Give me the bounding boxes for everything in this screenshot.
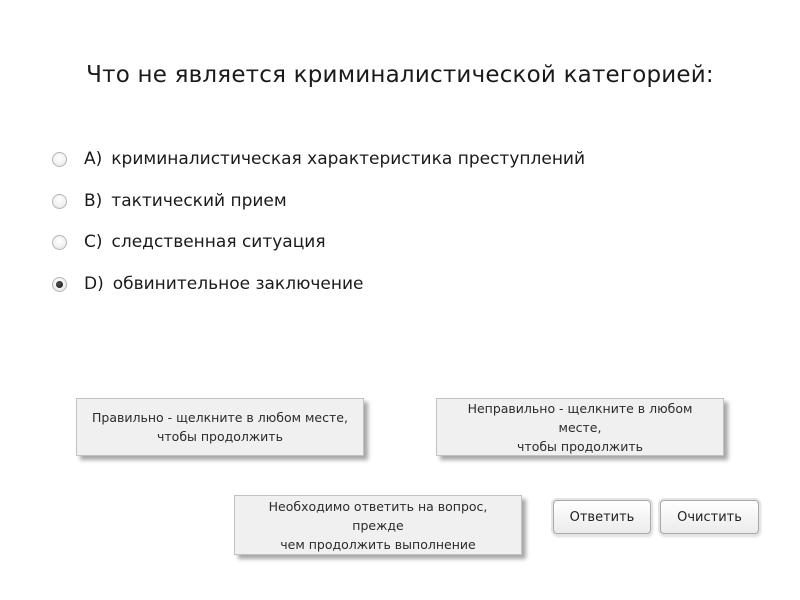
incorrect-feedback-line2: чтобы продолжить: [517, 438, 643, 454]
clear-button[interactable]: Очистить: [660, 500, 759, 534]
radio-button-d[interactable]: [52, 277, 67, 292]
option-a-label: криминалистическая характеристика преступлений: [111, 149, 586, 169]
correct-feedback-line2: чтобы продолжить: [157, 429, 283, 444]
answer-required-line2: чем продолжить выполнение: [280, 536, 476, 552]
option-c-label: следственная ситуация: [111, 232, 326, 252]
radio-button-a[interactable]: [52, 152, 67, 167]
option-d-label: обвинительное заключение: [112, 274, 364, 294]
radio-button-c[interactable]: [52, 235, 67, 250]
correct-feedback-box[interactable]: [76, 398, 364, 456]
answer-required-line1: Необходимо ответить на вопрос, прежде: [268, 498, 488, 533]
option-b-label: тактический прием: [111, 191, 287, 211]
option-a-letter: A): [84, 149, 103, 169]
incorrect-feedback-line1: Неправильно - щелкните в любом месте,: [467, 400, 693, 435]
question-title: Что не является криминалистической категорией:: [86, 62, 714, 88]
answer-required-box: [234, 495, 522, 555]
option-d-letter: D): [84, 274, 104, 294]
correct-feedback-line1: Правильно - щелкните в любом месте,: [92, 410, 348, 425]
option-c[interactable]: [52, 230, 326, 254]
option-a[interactable]: [52, 147, 585, 171]
option-c-letter: C): [84, 232, 103, 252]
incorrect-feedback-box[interactable]: [436, 398, 724, 456]
option-d[interactable]: [52, 272, 364, 296]
submit-button[interactable]: Ответить: [553, 500, 651, 534]
option-b[interactable]: [52, 189, 287, 213]
radio-button-b[interactable]: [52, 194, 67, 209]
option-b-letter: B): [84, 191, 103, 211]
